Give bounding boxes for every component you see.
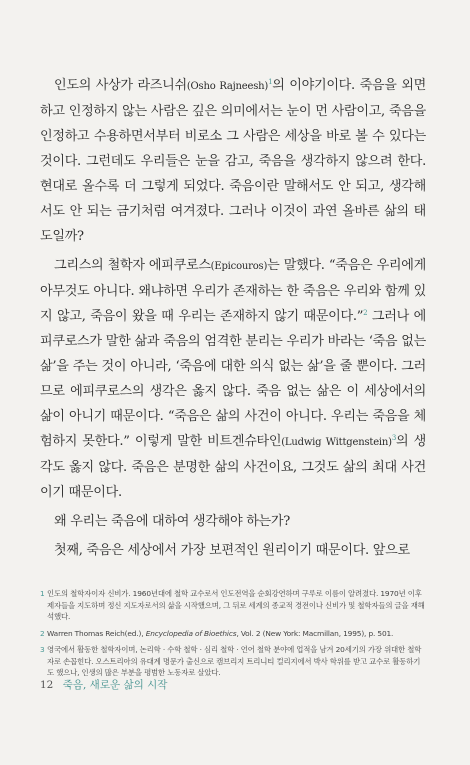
footnote-ref-2: 2 <box>363 309 368 317</box>
footnote-text-post: , Vol. 2 (New York: Macmillan, 1995), p. 501. <box>236 628 394 638</box>
footnotes <box>40 588 426 684</box>
paragraph-2-text-c: 그러나 에피쿠로스가 말한 삶과 죽음의 엄격한 분리는 우리가 바라는 ‘죽음 없는 삶’을 주는 것이 아니라, ‘죽음에 대한 의식 없는 삶’을 줄 뿐이다. 그러므로 에피쿠로스의 생각은 옳지 않다. 죽음 없는 삶은 이 세상에서의 삶이 아니기 때문이다. “죽음은 삶의 사건이 아니다. 우리는 죽음을 체험하지 못한다.” 이렇게 말한 비트겐슈타인 <box>40 309 426 449</box>
footnote-text: 영국에서 활동한 철학자이며, 논리학 · 수학 철학 · 심리 철학 · 언어 철학 분야에 업적을 남겨 20세기의 가장 위대한 철학자로 손꼽힌다. 오스트리아의 유대계 명문가 출신으로 캠브리지 트리니티 컬리지에서 박사 학위를 받고 교수로 활동하기도 했으나, 인생의 많은 부분을 평범한 노동자로 살았다. <box>47 645 422 677</box>
romanized-name-rajneesh: (Osho Rajneesh) <box>186 81 269 92</box>
paragraph-2-text-b: 는 말했다. “죽음은 우리에게 아무것도 아니다. 왜냐하면 우리가 존재하는 한 죽음은 우리와 함께 있지 않고, 죽음이 왔을 때 우리는 존재하지 않기 때문이다.” <box>40 258 426 324</box>
romanized-name-epicouros: (Epicouros) <box>210 261 268 272</box>
romanized-name-wittgenstein: (Ludwig Wittgenstein) <box>281 437 392 448</box>
paragraph-1-text-b: 의 이야기이다. 죽음을 외면하고 인정하지 않는 사람은 깊은 의미에서는 눈이 먼 사람이고, 죽음을 인정하고 수용하면서부터 비로소 그 사람은 세상을 바로 볼 수 있다는 것이다. 그런데도 우리들은 눈을 감고, 죽음을 생각하지 않으려 한다. 현대로 올수록 더 그렇게 되었다. 죽음이란 말해서도 안 되고, 생각해서도 안 되는 금기처럼 여겨졌다. 그러나 이것이 과연 올바른 삶의 태도일까? <box>40 78 426 244</box>
footnote-ref-1: 1 <box>268 78 273 86</box>
footnote-ref-3: 3 <box>391 434 397 442</box>
paragraph-4 <box>40 538 426 563</box>
footnote-number: 3 <box>40 645 45 654</box>
paragraph-1-text-a: 인도의 사상가 라즈니쉬 <box>54 78 187 93</box>
footnote-3 <box>40 644 426 679</box>
footnote-text-pre: Warren Thomas Reich(ed.), <box>47 628 146 638</box>
footnote-number: 1 <box>40 589 45 598</box>
paragraph-4-text: 첫째, 죽음은 세상에서 가장 보편적인 원리이기 때문이다. 앞으로 <box>54 543 410 558</box>
page-number: 12 <box>40 679 54 691</box>
footnote-text: 인도의 철학자이자 신비가. 1960년대에 철학 교수로서 인도전역을 순회강연하며 구루로 이름이 알려졌다. 1970년 이후 제자들을 지도하며 정신 지도자로서의 삶을 시작했으며, 그 뒤로 세계의 종교적 경전이나 신비가 및 철학자들의 글을 재해석했다. <box>47 589 425 621</box>
footnote-number: 2 <box>40 628 45 638</box>
footnote-1 <box>40 588 426 623</box>
main-text <box>40 73 426 567</box>
paragraph-2-text-a: 그리스의 철학자 에피쿠로스 <box>54 258 211 273</box>
footnote-2 <box>40 628 426 640</box>
paragraph-3 <box>40 509 426 534</box>
page-footer <box>40 677 167 692</box>
paragraph-1 <box>40 73 426 249</box>
footnote-book-title: Encyclopedia of Bioethics <box>145 628 237 638</box>
running-title: 죽음, 새로운 삶의 시작 <box>62 679 168 691</box>
paragraph-3-text: 왜 우리는 죽음에 대하여 생각해야 하는가? <box>54 514 290 529</box>
paragraph-2 <box>40 253 426 505</box>
paragraph-2-text-d: 의 생각도 옳지 않다. 죽음은 분명한 삶의 사건이요, 그것도 삶의 최대 사건이기 때문이다. <box>40 434 426 500</box>
